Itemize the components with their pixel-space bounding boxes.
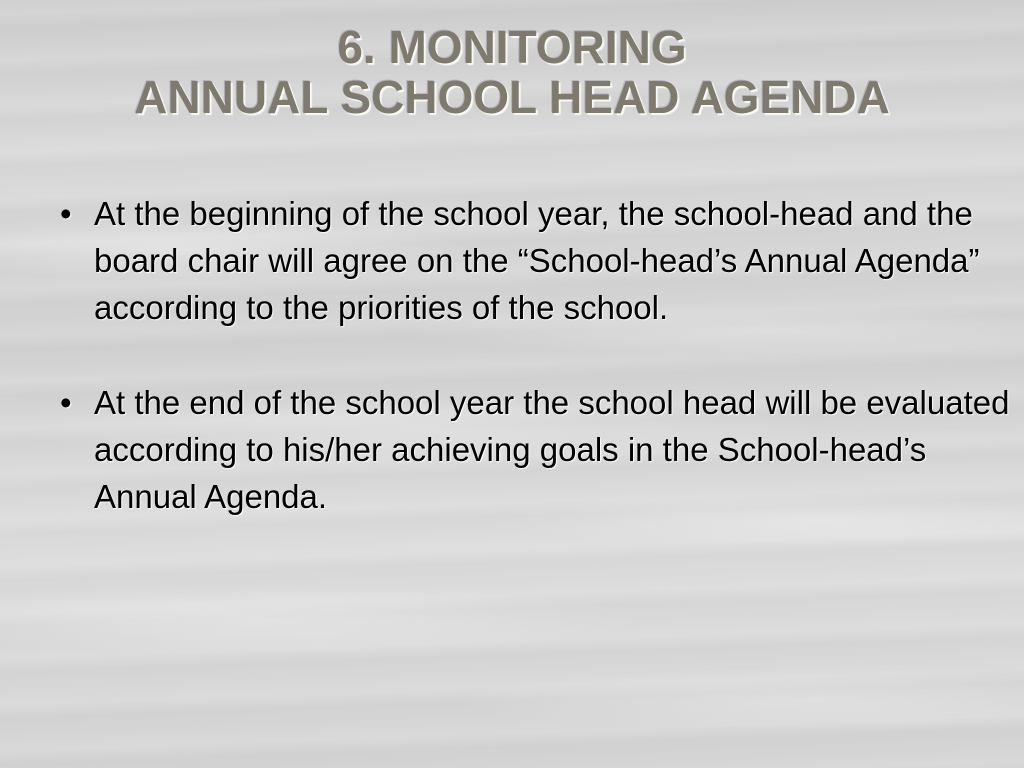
bullet-text: At the beginning of the school year, the school-head and the board chair will agree on the “School-head’s Annual Agenda” according to the priorities of the school. [94, 195, 980, 326]
slide-title [0, 22, 1024, 122]
bullet-icon: • [60, 195, 72, 232]
bullet-list [58, 190, 1018, 568]
slide-title-line-2: ANNUAL SCHOOL HEAD AGENDA [134, 71, 890, 123]
bullet-text: At the end of the school year the school head will be evaluated according to his/her achieving goals in the School-head’s Annual Agenda. [94, 384, 1010, 515]
bullet-icon: • [60, 384, 72, 421]
bullet-item [58, 190, 1018, 331]
bullet-item [58, 379, 1018, 520]
slide-title-line-1: 6. MONITORING [337, 21, 687, 73]
